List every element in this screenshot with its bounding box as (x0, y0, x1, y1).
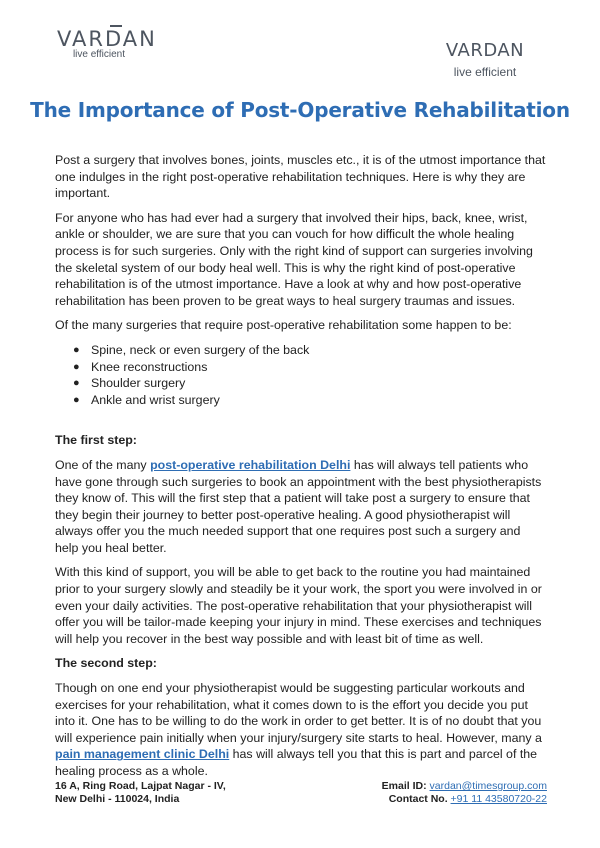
phone-link[interactable]: +91 11 43580720-22 (450, 793, 547, 805)
vardan-logo (57, 27, 157, 60)
surgery-list (55, 342, 547, 408)
post-operative-rehab-link[interactable]: post-operative rehabilitation Delhi (150, 457, 351, 472)
footer-address: 16 A, Ring Road, Lajpat Nagar - IV, New Delhi - 110024, India (55, 780, 226, 805)
bullet-icon: ● (73, 377, 80, 390)
intro-paragraph-1: Post a surgery that involves bones, joints, muscles etc., it is of the utmost importance that one indulges in the right post-operative rehabilitation techniques. Here is why they are important. (55, 153, 546, 201)
list-item: ● Spine, neck or even surgery of the back (73, 342, 310, 357)
bullet-icon: ● (73, 393, 80, 406)
second-step-paragraph-1: Though on one end your physiotherapist would be suggesting particular workouts and exercises for your rehabilitation, what it comes down to is the effort you decide you put into it. One has to be willing to do the work in order to get better. It is of no doubt that you will experience pain initially when your injury/surgery site starts to heal. However, many a pain management clinic Delhi has will always tell you that this is part and parcel of the healing process as a whole. (55, 681, 542, 778)
logo-tagline: live efficient (72, 49, 126, 60)
intro-paragraph-3: Of the many surgeries that require post-operative rehabilitation some happen to be: (55, 318, 512, 333)
footer-contact (382, 780, 547, 806)
email-link[interactable]: vardan@timesgroup.com (429, 780, 547, 792)
header-right-tagline: live efficient (453, 65, 517, 79)
article-body (55, 152, 547, 788)
page-title: The Importance of Post-Operative Rehabilitation (30, 98, 570, 122)
intro-paragraph-2: For anyone who has had ever had a surgery that involved their hips, back, knee, wrist, ankle or shoulder, we are sure that you can vouch for how difficult the whole healing process is for such surgeries. Only with the right kind of support can surgeries involving the skeletal system of our body heal well. This is why the right kind of post-operative rehabilitation is of the utmost importance. Have a look at why and how post-operative rehabilitation has been proven to be great ways to heal surgery traumas and issues. (55, 210, 533, 308)
section-heading-second-step: The second step: (55, 656, 157, 671)
header-right-brand: VARDAN (445, 40, 525, 61)
logo-brand: VARDAN (57, 27, 157, 51)
bullet-icon: ● (73, 360, 80, 373)
header-brand-text (445, 40, 525, 79)
list-item: ● Knee reconstructions (73, 359, 208, 374)
list-item: ● Ankle and wrist surgery (73, 392, 220, 407)
section-heading-first-step: The first step: (55, 433, 137, 448)
footer-phone-line: Contact No. +91 11 43580720-22 (388, 793, 547, 805)
first-step-paragraph-2: With this kind of support, you will be able to get back to the routine you had maintained prior to your surgery slowly and steadily be it your work, the sport you were involved in or even your daily activities. The post-operative rehabilitation that your physiotherapist will offer you will be tailor-made keeping your injury in mind. These exercises and techniques will help you recover in the best way possible and with least bit of time as well. (55, 565, 542, 646)
footer-email-line: Email ID: vardan@timesgroup.com (381, 780, 547, 792)
pain-management-link[interactable]: pain management clinic Delhi (55, 747, 230, 762)
first-step-paragraph-1: One of the many post-operative rehabilitation Delhi has will always tell patients who have gone through such surgeries to book an appointment with the best physiotherapists they know of. This will the first step that a patient will take post a surgery to ensure that they begin their journey to better post-operative healing. A good physiotherapist will always offer you the much needed support that one requires post such a surgery and help you heal better. (55, 457, 542, 555)
logo-macron-mark (110, 25, 122, 27)
bullet-icon: ● (73, 343, 80, 356)
list-item: ● Shoulder surgery (73, 376, 186, 391)
